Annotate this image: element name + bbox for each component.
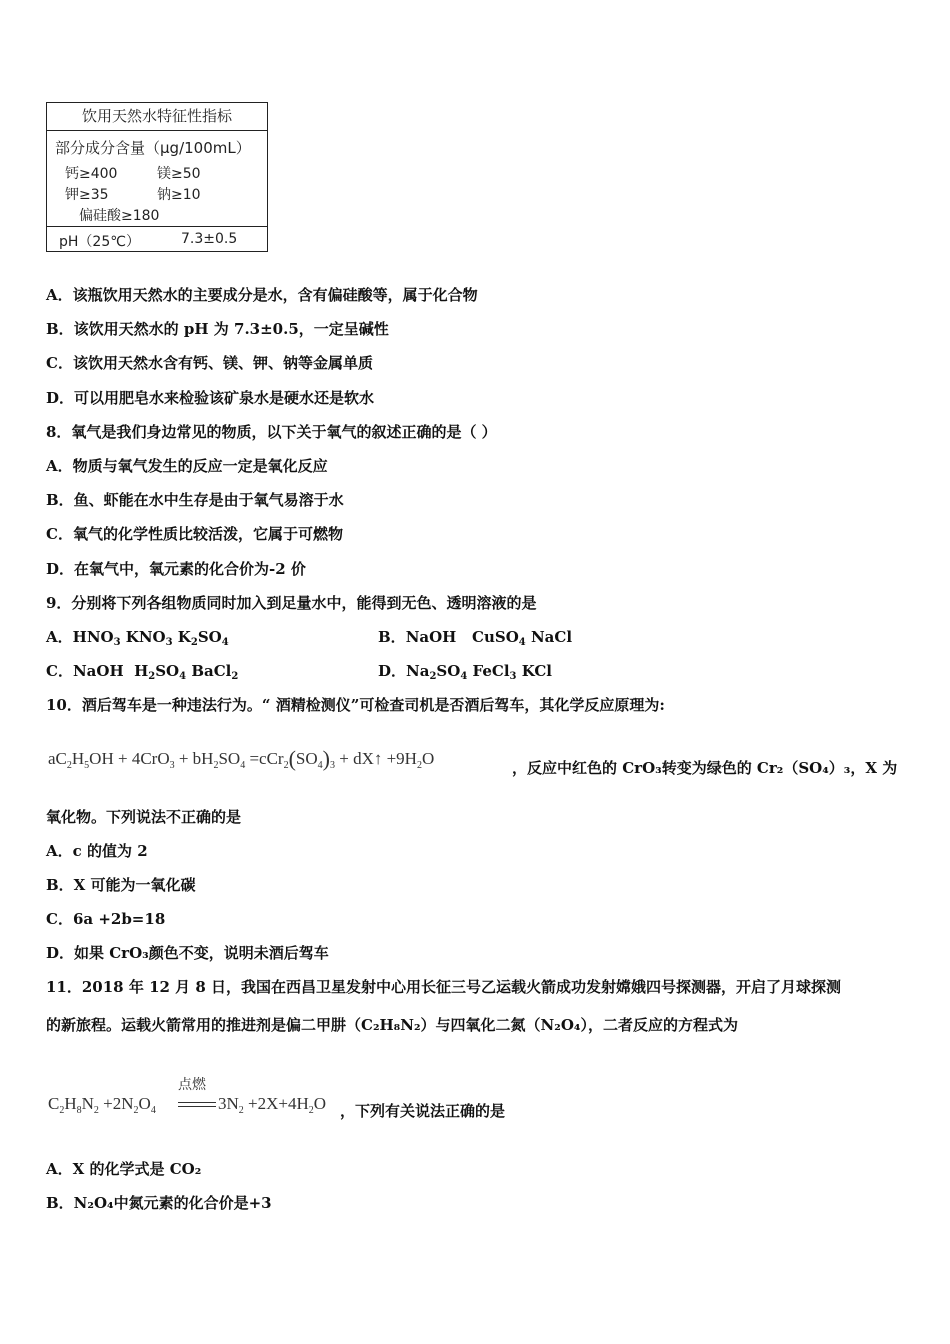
- q11-equation-left: $C_2H_8N_2 +2N_2O_4$: [48, 1094, 156, 1116]
- q10-equation: $aC_2H_5OH + 4CrO_3 + bH_2SO_4 =cCr_2(SO_4)_3$ + dX↑ $+9H_2O$: [48, 746, 435, 771]
- q8-option-a: A．物质与氧气发生的反应一定是氧化反应: [46, 457, 328, 475]
- q8-option-b: B．鱼、虾能在水中生存是由于氧气易溶于水: [46, 491, 344, 509]
- content-header: 部分成分含量（μg/100mL）: [55, 139, 251, 157]
- potassium-value: 钾≥35: [65, 187, 109, 203]
- q9-option-b: B．NaOH CuSO$_4$ NaCl: [378, 628, 573, 648]
- q9-stem: 9．分别将下列各组物质同时加入到足量水中，能得到无色、透明溶液的是: [46, 594, 537, 612]
- q9-option-c: C．NaOH $H_2SO_4$ BaCl$_2$: [46, 662, 239, 682]
- q7-option-c: C．该饮用天然水含有钙、镁、钾、钠等金属单质: [46, 354, 373, 372]
- water-indicator-table: [46, 102, 268, 252]
- q8-stem: 8．氧气是我们身边常见的物质，以下关于氧气的叙述正确的是（ ）: [46, 423, 497, 441]
- q11-condition: 点燃: [178, 1077, 206, 1093]
- q10-option-a: A．c 的值为 2: [46, 842, 148, 860]
- q10-option-b: B．X 可能为一氧化碳: [46, 876, 196, 894]
- q7-option-a: A．该瓶饮用天然水的主要成分是水，含有偏硅酸等，属于化合物: [46, 286, 478, 304]
- q11-option-a: A．X 的化学式是 CO₂: [46, 1160, 202, 1178]
- table-title: 饮用天然水特征性指标: [47, 103, 267, 131]
- q7-option-d: D．可以用肥皂水来检验该矿泉水是硬水还是软水: [46, 389, 375, 407]
- q10-stem-cont: 氧化物。下列说法不正确的是: [46, 808, 242, 826]
- q11-stem-cont: 的新旅程。运载火箭常用的推进剂是偏二甲肼（C₂H₈N₂）与四氧化二氮（N₂O₄），二者反应的方程式为: [46, 1016, 738, 1034]
- q11-stem: 11．2018 年 12 月 8 日，我国在西昌卫星发射中心用长征三号乙运载火箭成功发射嫦娥四号探测器，开启了月球探测: [46, 978, 842, 996]
- q8-option-d: D．在氧气中，氧元素的化合价为-2 价: [46, 560, 306, 578]
- q10-option-d: D．如果 CrO₃颜色不变，说明未酒后驾车: [46, 944, 329, 962]
- q10-equation-tail: ，反应中红色的 CrO₃转变为绿色的 Cr₂（SO₄）₃，X 为: [512, 759, 898, 777]
- q11-option-b: B．N₂O₄中氮元素的化合价是+3: [46, 1194, 272, 1212]
- q10-stem: 10．酒后驾车是一种违法行为。“ 酒精检测仪”可检查司机是否酒后驾车，其化学反应原理为:: [46, 696, 665, 714]
- q8-option-c: C．氧气的化学性质比较活泼，它属于可燃物: [46, 525, 343, 543]
- q9-option-d: D．$Na_2SO_4$ FeCl$_3$ KCl: [378, 662, 552, 682]
- calcium-value: 钙≥400: [65, 166, 118, 182]
- table-ph-row: [47, 227, 267, 253]
- metasilicic-value: 偏硅酸≥180: [79, 208, 160, 224]
- q9-option-a: A．$HNO_3$ $KNO_3$ $K_2SO_4$: [46, 628, 229, 648]
- q11-equal-bar-bottom: [178, 1106, 216, 1107]
- q11-equal-bar-top: [178, 1102, 216, 1103]
- q10-option-c: C．6a +2b=18: [46, 910, 166, 928]
- q7-option-b: B．该饮用天然水的 pH 为 7.3±0.5，一定呈碱性: [46, 320, 389, 338]
- magnesium-value: 镁≥50: [157, 166, 201, 182]
- ph-label: pH（25℃）: [59, 234, 140, 250]
- ph-value: 7.3±0.5: [181, 231, 238, 247]
- sodium-value: 钠≥10: [157, 187, 201, 203]
- table-content: [47, 131, 267, 227]
- q11-equation-right: $3N_2 +2X+4H_2O$: [218, 1094, 327, 1116]
- q11-equation-tail: ，下列有关说法正确的是: [340, 1102, 506, 1120]
